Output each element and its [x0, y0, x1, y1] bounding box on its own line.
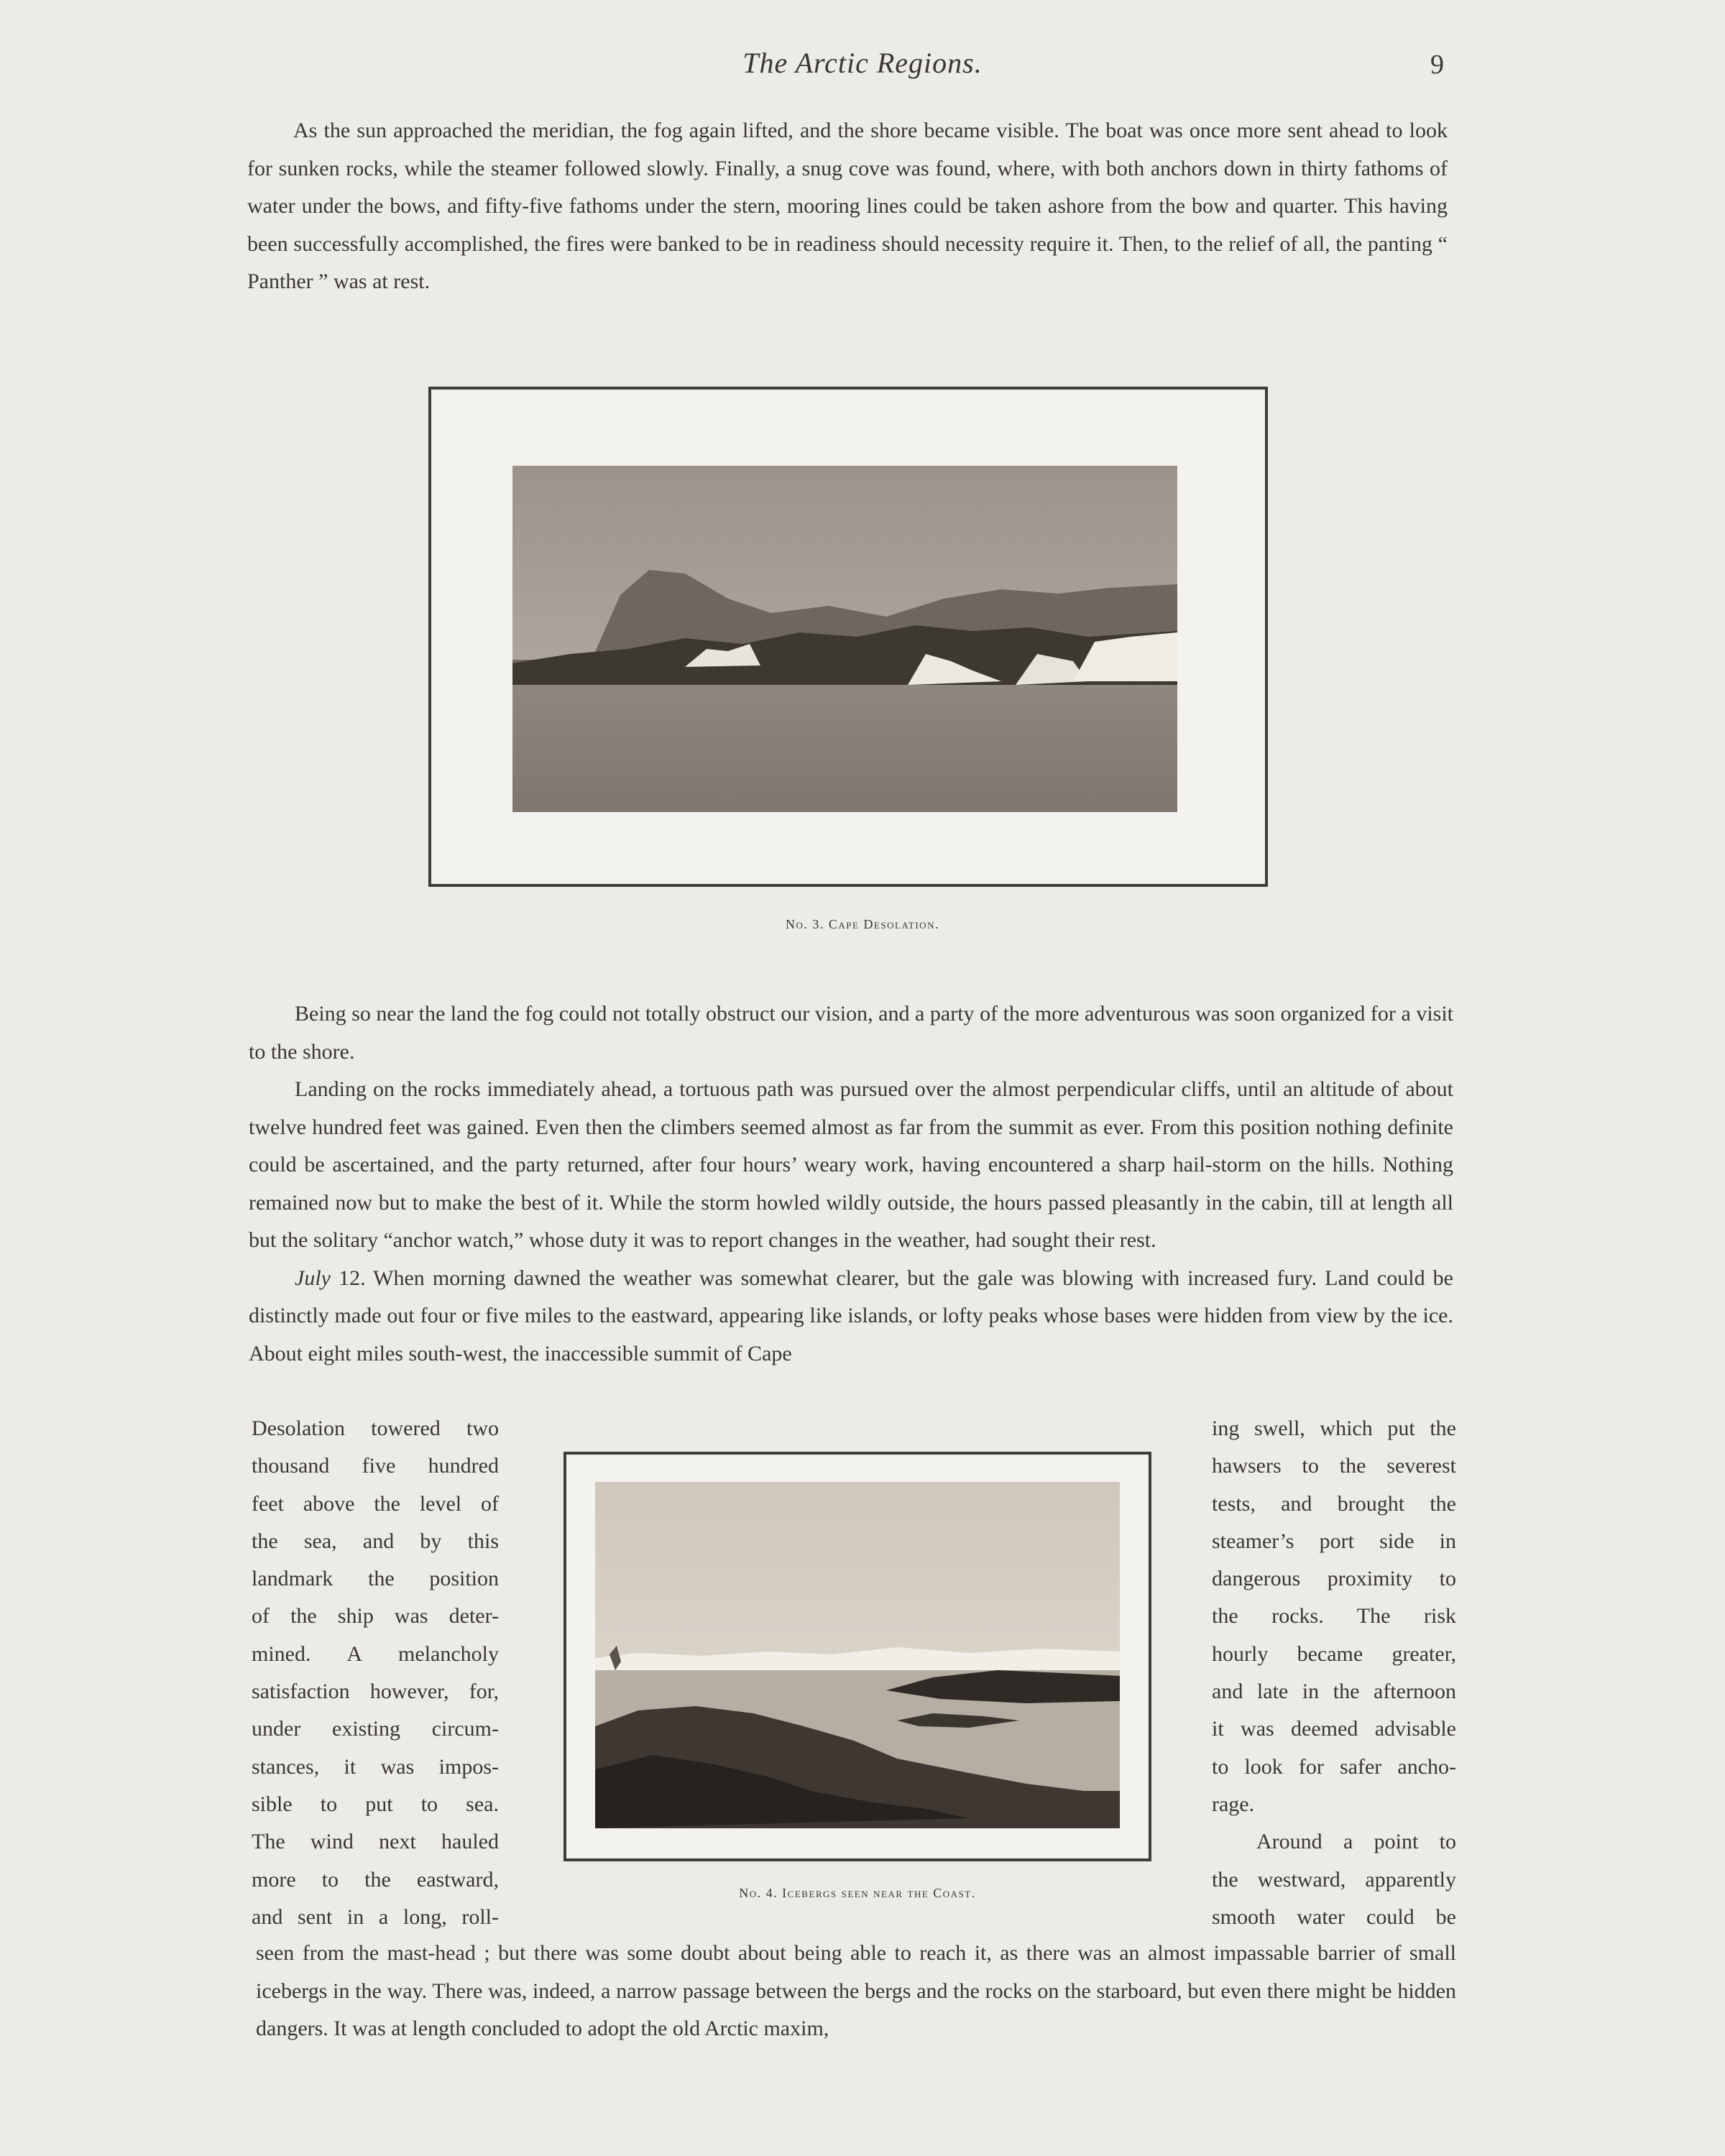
middle-text-block [249, 995, 1453, 1373]
date-day: 12. [339, 1266, 366, 1290]
icebergs-near-coast-image [595, 1482, 1120, 1828]
left-line: stances, it was impos- [252, 1754, 499, 1779]
left-line: sible to put to sea. [252, 1792, 499, 1816]
right-line: tests, and brought the [1212, 1491, 1456, 1516]
figure-4-caption: No. 4. Icebergs seen near the Coast. [739, 1886, 976, 1900]
paragraph-landing-rocks: Landing on the rocks immediately ahead, a tortuous path was pursued over the almost perpendicular cliffs, until an altitude of about twelve hundred feet was gained. Even then the climbers seemed almost as far from the summit as ever. From this position nothing definite could be ascertained, and the party returned, after four hours’ weary work, having encountered a sharp hail-storm on the hills. Nothing remained now but to make the best of it. While the storm howled wildly outside, the hours passed pleasantly in the cabin, till at length all but the solitary “anchor watch,” whose duty it was to report changes in the weather, had sought their rest. [249, 1077, 1453, 1252]
figure-3-photograph-cape-desolation [512, 466, 1177, 812]
date-month: July [295, 1266, 331, 1290]
bottom-text-block [256, 1935, 1456, 2048]
left-line: the sea, and by this [252, 1529, 499, 1553]
right-line: the westward, apparently [1212, 1867, 1456, 1892]
right-line: smooth water could be [1212, 1904, 1456, 1929]
paragraph-fog-lifted: As the sun approached the meridian, the fog again lifted, and the shore became visible. The boat was once more sent ahead to look for sunken rocks, while the steamer followed slowly. Finally, a snug cove was found, where, with both anchors down in thirty fathoms of water under the bows, and fifty-five fathoms under the stern, mooring lines could be taken ashore from the bow and quarter. This having been successfully accomplished, the fires were banked to be in readiness should necessity require it. Then, to the relief of all, the panting “ Panther ” was at rest. [247, 119, 1448, 293]
left-line: under existing circum- [252, 1717, 499, 1741]
right-line: dangerous proximity to [1212, 1567, 1456, 1591]
left-line: more to the eastward, [252, 1867, 499, 1892]
top-text-block [247, 112, 1448, 301]
left-line: landmark the position [252, 1567, 499, 1591]
left-line: Desolation towered two [252, 1416, 499, 1440]
left-line: of the ship was deter- [252, 1604, 499, 1628]
left-line: thousand five hundred [252, 1454, 499, 1478]
july-paragraph-text: When morning dawned the weather was somewhat clearer, but the gale was blowing with increased fury. Land could be distinctly made out four or five miles to the eastward, appearing like islands, or lofty peaks whose bases were hidden from view by the ice. About eight miles south-west, the inaccessible summit of Cape [249, 1266, 1453, 1365]
paragraph-july-12 [249, 1260, 1453, 1373]
right-line: hawsers to the severest [1212, 1454, 1456, 1478]
cape-desolation-image [512, 466, 1177, 812]
left-line: and sent in a long, roll- [252, 1904, 499, 1929]
left-wrap-column [252, 1410, 499, 1936]
figure-3-caption: No. 3. Cape Desolation. [786, 917, 939, 931]
right-line: and late in the afternoon [1212, 1680, 1456, 1704]
paragraph-mast-head: seen from the mast-head ; but there was some doubt about being able to reach it, as there was an almost impassable barrier of small icebergs in the way. There was, indeed, a narrow passage between the bergs and the rocks on the starboard, but even there might be hidden dangers. It was at length concluded to adopt the old Arctic maxim, [256, 1941, 1456, 2040]
left-line: mined. A melancholy [252, 1641, 499, 1666]
right-line: Around a point to [1256, 1830, 1456, 1854]
right-line: the rocks. The risk [1212, 1604, 1456, 1628]
right-line: it was deemed advisable [1212, 1717, 1456, 1741]
right-line: steamer’s port side in [1212, 1529, 1456, 1553]
paragraph-near-land: Being so near the land the fog could not totally obstruct our vision, and a party of the more adventurous was soon organized for a visit to the shore. [249, 1002, 1453, 1064]
right-line: hourly became greater, [1212, 1641, 1456, 1666]
right-line: ing swell, which put the [1212, 1416, 1456, 1440]
left-line: feet above the level of [252, 1491, 499, 1516]
running-header-title: The Arctic Regions. [742, 47, 983, 79]
right-wrap-column [1212, 1410, 1456, 1936]
right-line: rage. [1212, 1792, 1255, 1816]
figure-4-photograph-icebergs [595, 1482, 1120, 1828]
left-line: satisfaction however, for, [252, 1680, 499, 1704]
page-number: 9 [1430, 50, 1444, 80]
right-line: to look for safer ancho- [1212, 1754, 1456, 1779]
left-line: The wind next hauled [252, 1830, 499, 1854]
